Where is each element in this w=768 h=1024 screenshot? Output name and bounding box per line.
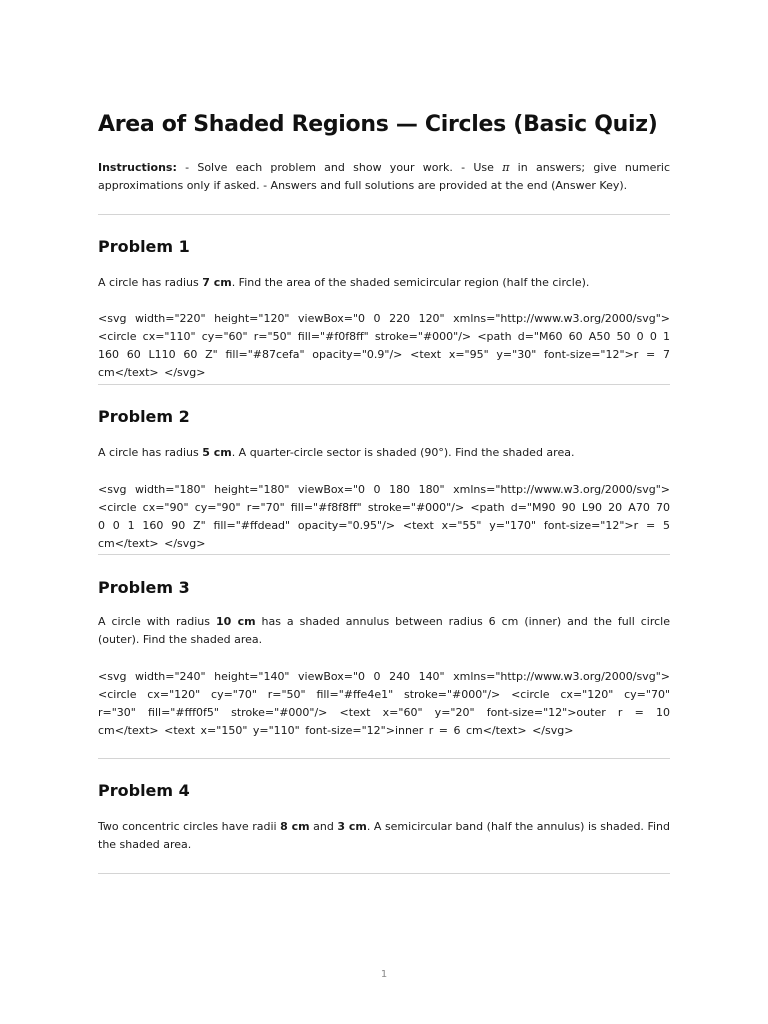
divider <box>98 554 670 555</box>
problem-3-text-after: has a shaded annulus between radius 6 cm (inner) and the full circle (outer). Find the shaded area. <box>98 615 670 646</box>
problem-3-text <box>98 613 670 649</box>
problem-4-text-mid: and <box>309 820 338 833</box>
pi-symbol: π <box>502 161 510 174</box>
problem-2-svg-source: <svg width="180" height="180" viewBox="0 0 180 180" xmlns="http://www.w3.org/2000/svg"> <circle cx="90" cy="90" r="70" fill="#f8f8ff" stroke="#000"/> <path d="M90 90 L90 20 A70 70 0 0 1 160 90 Z" fill="#ffdead" opacity="0.95"/> <text x="55" y="170" font-size="12">r = 5 cm</text> </svg> <box>98 483 670 550</box>
problem-1-text <box>98 274 670 292</box>
problem-4-bold-2: 3 cm <box>337 820 367 833</box>
problem-4-text-before: Two concentric circles have radii <box>98 820 281 833</box>
page-number: 1 <box>380 969 388 980</box>
divider <box>98 214 670 215</box>
problem-1-text-after: . Find the area of the shaded semicircular region (half the circle). <box>231 276 590 289</box>
problem-2-text <box>98 444 670 462</box>
problem-2-heading: Problem 2 <box>98 407 190 426</box>
problem-1-heading: Problem 1 <box>98 237 190 256</box>
problem-3-bold: 10 cm <box>215 615 256 628</box>
problem-4-bold: 8 cm <box>280 820 310 833</box>
divider <box>98 873 670 874</box>
problem-2-text-before: A circle has radius <box>98 446 203 459</box>
problem-4-heading: Problem 4 <box>98 781 190 800</box>
problem-3-heading: Problem 3 <box>98 578 190 597</box>
page-title: Area of Shaded Regions — Circles (Basic Quiz) <box>98 112 658 137</box>
instructions-text-2: in answers; give numeric approximations only if asked. - Answers and full solutions are provided at the end (Answer Key). <box>98 161 670 192</box>
instructions-label: Instructions: <box>98 161 177 174</box>
problem-2-text-after: . A quarter-circle sector is shaded (90°). Find the shaded area. <box>231 446 575 459</box>
divider <box>98 758 670 759</box>
problem-1-text-before: A circle has radius <box>98 276 203 289</box>
instructions <box>98 159 670 195</box>
problem-3-svg-source: <svg width="240" height="140" viewBox="0 0 240 140" xmlns="http://www.w3.org/2000/svg"> <circle cx="120" cy="70" r="50" fill="#ffe4e1" stroke="#000"/> <circle cx="120" cy="70" r="30" fill="#fff0f5" stroke="#000"/> <text x="60" y="20" font-size="12">outer r = 10 cm</text> <text x="150" y="110" font-size="12">inner r = 6 cm</text> </svg> <box>98 670 670 737</box>
instructions-text-1: - Solve each problem and show your work. - Use <box>176 161 503 174</box>
problem-1-bold: 7 cm <box>202 276 232 289</box>
divider <box>98 384 670 385</box>
problem-2-bold: 5 cm <box>202 446 232 459</box>
problem-3-text-before: A circle with radius <box>98 615 216 628</box>
problem-4-text-after: . A semicircular band (half the annulus) is shaded. Find the shaded area. <box>98 820 670 851</box>
problem-4-text <box>98 818 670 854</box>
problem-1-svg-source: <svg width="220" height="120" viewBox="0 0 220 120" xmlns="http://www.w3.org/2000/svg"> <circle cx="110" cy="60" r="50" fill="#f0f8ff" stroke="#000"/> <path d="M60 60 A50 50 0 0 1 160 60 L110 60 Z" fill="#87cefa" opacity="0.9"/> <text x="95" y="30" font-size="12">r = 7 cm</text> </svg> <box>98 312 670 379</box>
